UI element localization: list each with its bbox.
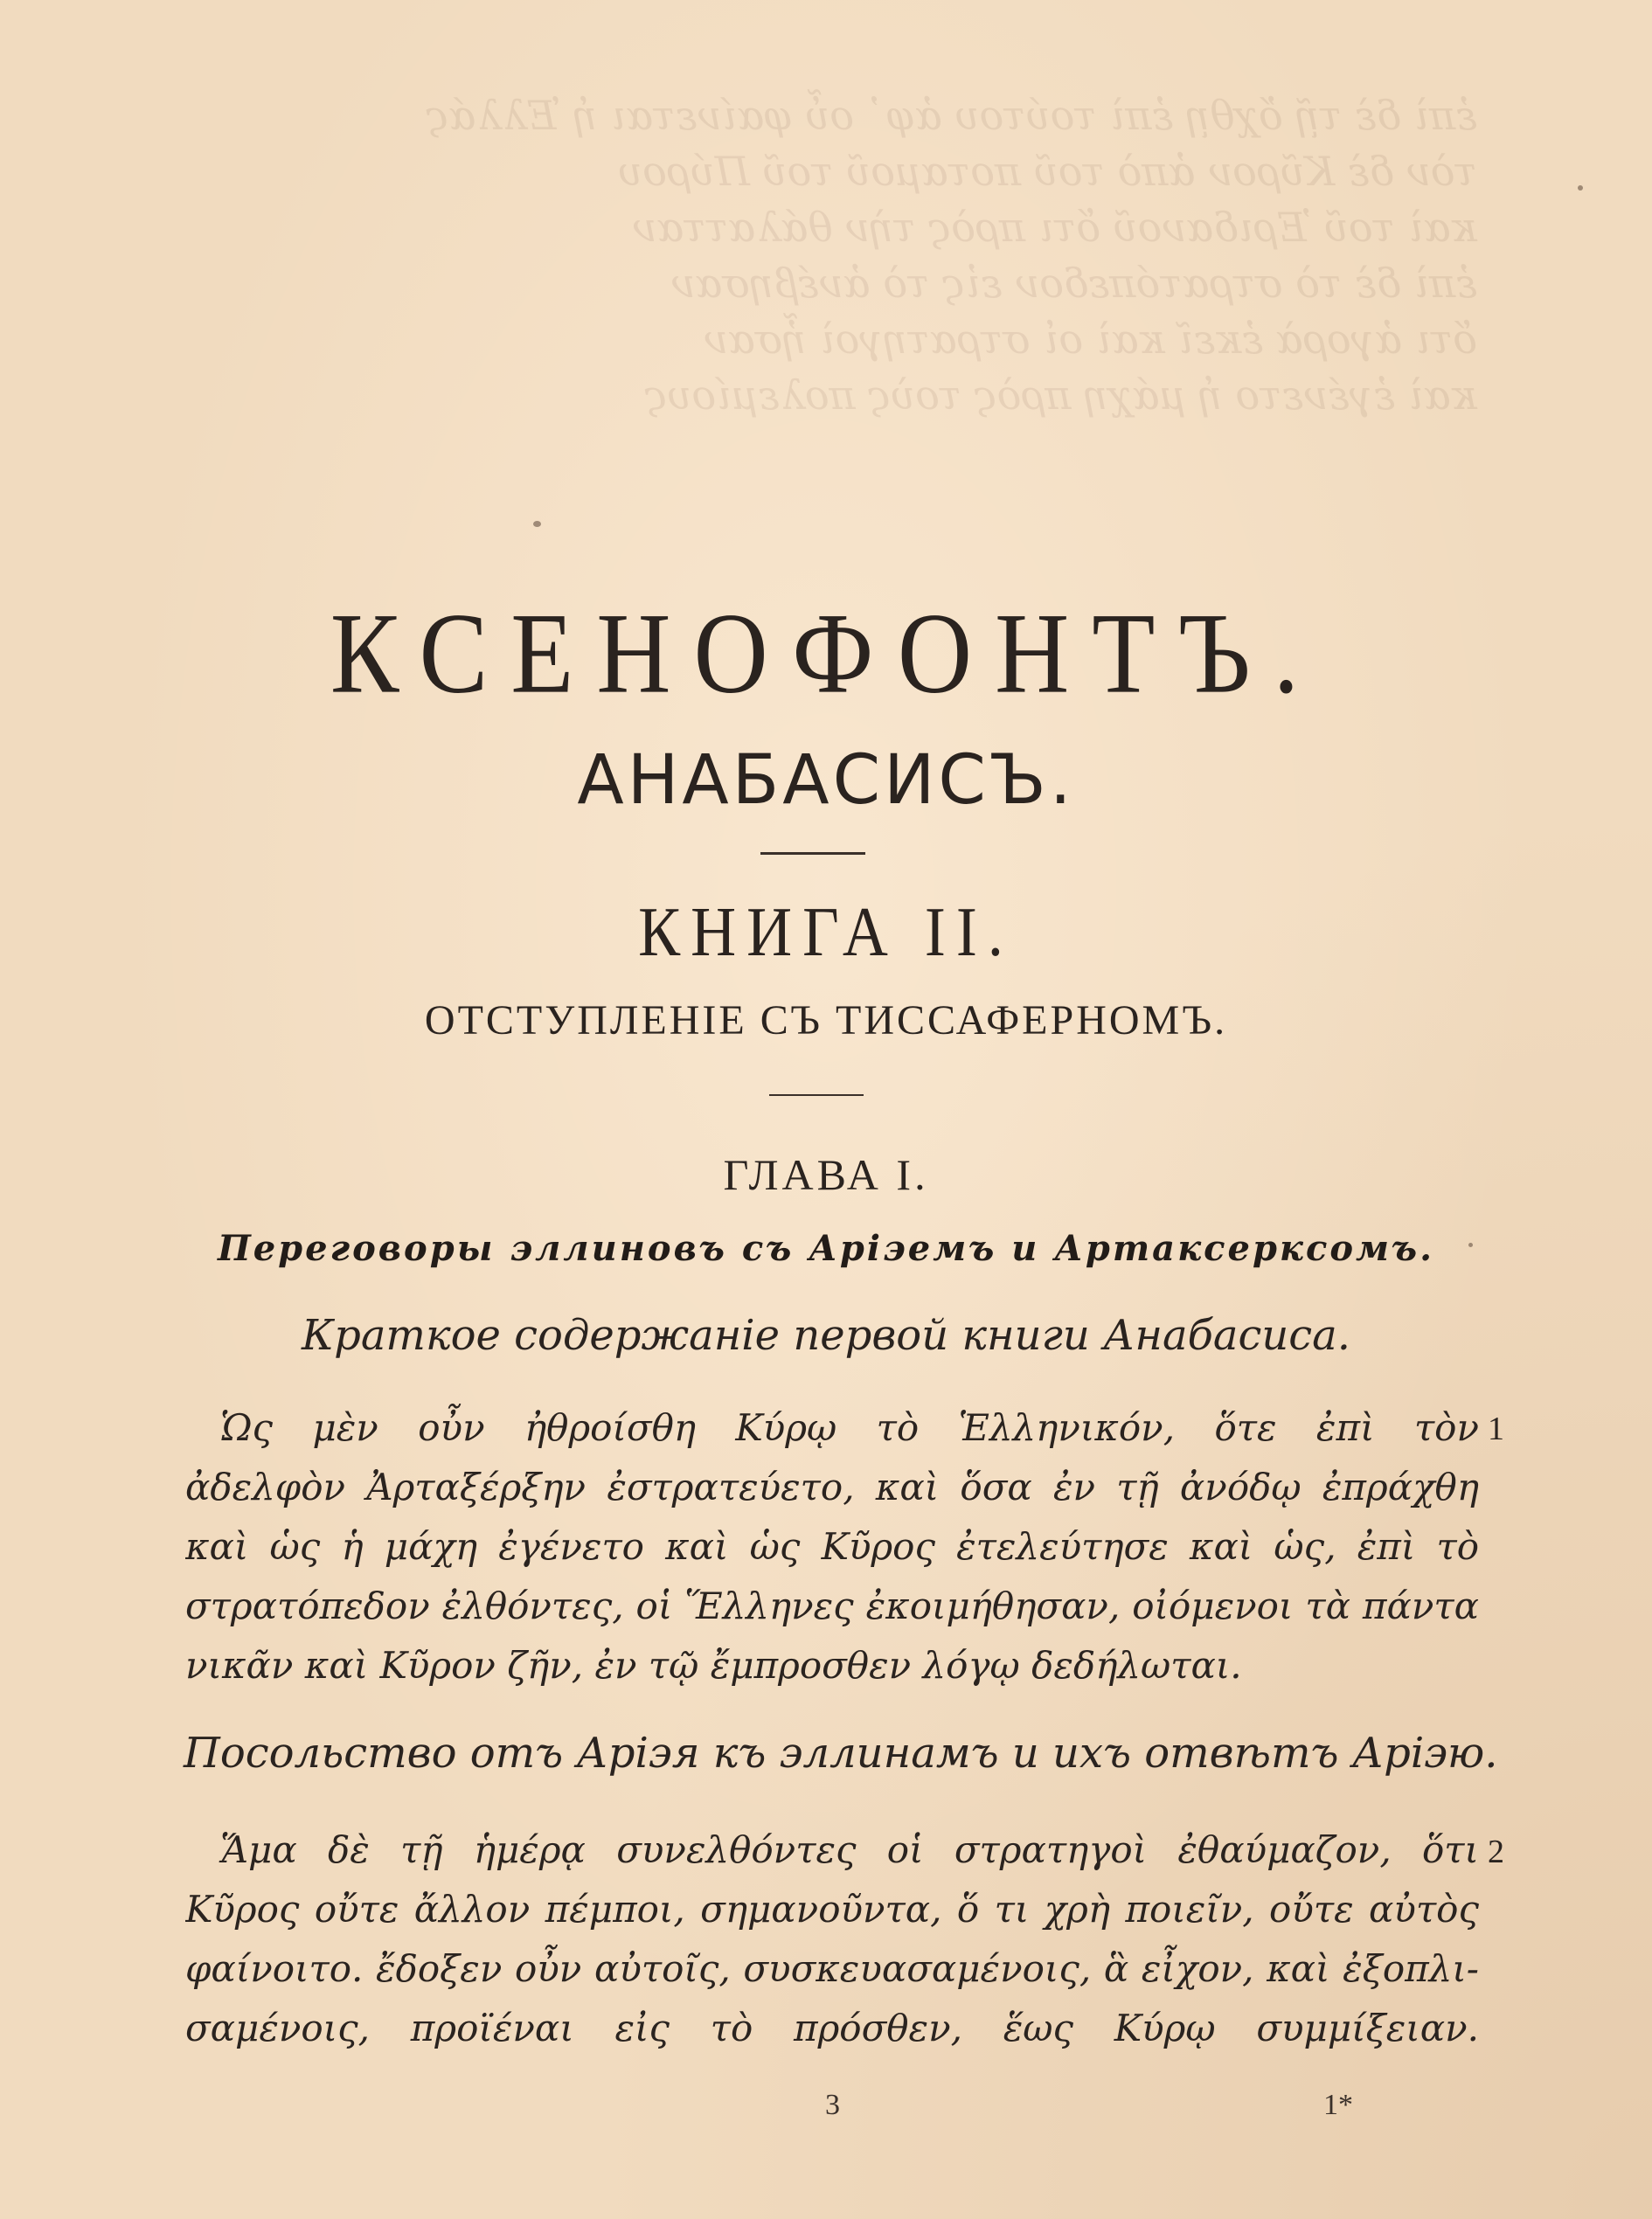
text-line: Κῦρος οὔτε ἄλλον πέμποι, σημανοῦντα, ὅ τι χρὴ ποιεῖν, οὔτε αὐτὸς <box>185 1888 1479 1931</box>
paragraph-number: 1 <box>1488 1411 1504 1447</box>
text-line: καὶ ὡς ἡ μάχη ἐγένετο καὶ ὡς Κῦρος ἐτελεύτησε καὶ ὡς, ἐπὶ τὸ <box>185 1525 1479 1568</box>
title-divider <box>760 852 865 855</box>
text-line: Ὡς μὲν οὖν ἠθροίσθη Κύρῳ τὸ Ἑλληνικόν, ὅτε ἐπὶ τὸν <box>220 1406 1479 1449</box>
chapter-title: ГЛАВА I. <box>723 1150 929 1199</box>
text-line: σαμένοις, προϊέναι εἰς τὸ πρόσθεν, ἕως Κύρῳ συμμίξειαν. <box>185 2007 1479 2049</box>
text-line: ἀδελφὸν Ἀρταξέρξην ἐστρατεύετο, καὶ ὅσα ἐν τῇ ἀνόδῳ ἐπράχθη <box>185 1466 1479 1508</box>
subtitle-divider <box>769 1094 864 1096</box>
section-heading: Переговоры эллиновъ съ Арiэемъ и Артаксерксомъ. <box>217 1228 1435 1269</box>
paper-speck <box>1578 185 1583 191</box>
author-title: КСЕНОФОНТЪ. <box>330 589 1322 718</box>
text-line: φαίνοιτο. ἔδοξεν οὖν αὐτοῖς, συσκευασαμένοις, ἃ εἶχον, καὶ ἐξοπλι- <box>185 1947 1479 1990</box>
greek-paragraph-2 <box>185 1820 1479 2058</box>
page-number: 3 <box>825 2089 840 2121</box>
section-heading-2: Посольство отъ Арiэя къ эллинамъ и ихъ отвѣтъ Арiэю. <box>184 1729 1498 1778</box>
paper-speck <box>533 521 541 527</box>
bleed-through-text: ἐπὶ δὲ τῇ ὄχθῃ ἐπὶ τούτου ἀφ᾽ οὗ φαίνεται ἡ Ἑλλάς τὸν δὲ Κῦρον ἀπὸ τοῦ ποταμοῦ τοῦ Πύρου καὶ τοῦ Ἐριδανοῦ ὅτι πρὸς τὴν θάλατταν ἐπὶ δὲ τὸ στρατόπεδον εἰς τὸ ἀνέβησαν ὅτι ἀγορὰ ἐκεῖ καὶ οἱ στρατηγοὶ ἦσαν καὶ ἐγένετο ἡ μάχη πρὸς τοὺς πολεμίους <box>426 92 1477 419</box>
printer-signature: 1* <box>1323 2089 1353 2121</box>
paper-speck <box>1468 1243 1473 1247</box>
work-title: АНАБАСИСЪ. <box>577 741 1075 820</box>
text-line: Ἅμα δὲ τῇ ἡμέρᾳ συνελθόντες οἱ στρατηγοὶ ἐθαύμαζον, ὅτι <box>220 1828 1479 1871</box>
text-line: στρατόπεδον ἐλθόντες, οἱ Ἕλληνες ἐκοιμήθησαν, οἰόμενοι τὰ πάντα <box>185 1585 1479 1627</box>
book-subtitle: ОТСТУПЛЕНIЕ СЪ ТИССАФЕРНОМЪ. <box>424 997 1228 1044</box>
greek-paragraph-1 <box>185 1398 1479 1695</box>
paragraph-number: 2 <box>1488 1834 1504 1870</box>
book-number: КНИГА II. <box>638 892 1014 971</box>
text-line: νικᾶν καὶ Κῦρον ζῆν, ἐν τῷ ἔμπροσθεν λόγῳ δεδήλωται. <box>185 1644 1242 1687</box>
summary-heading: Краткое содержанiе первой книги Анабасиса. <box>301 1311 1351 1360</box>
